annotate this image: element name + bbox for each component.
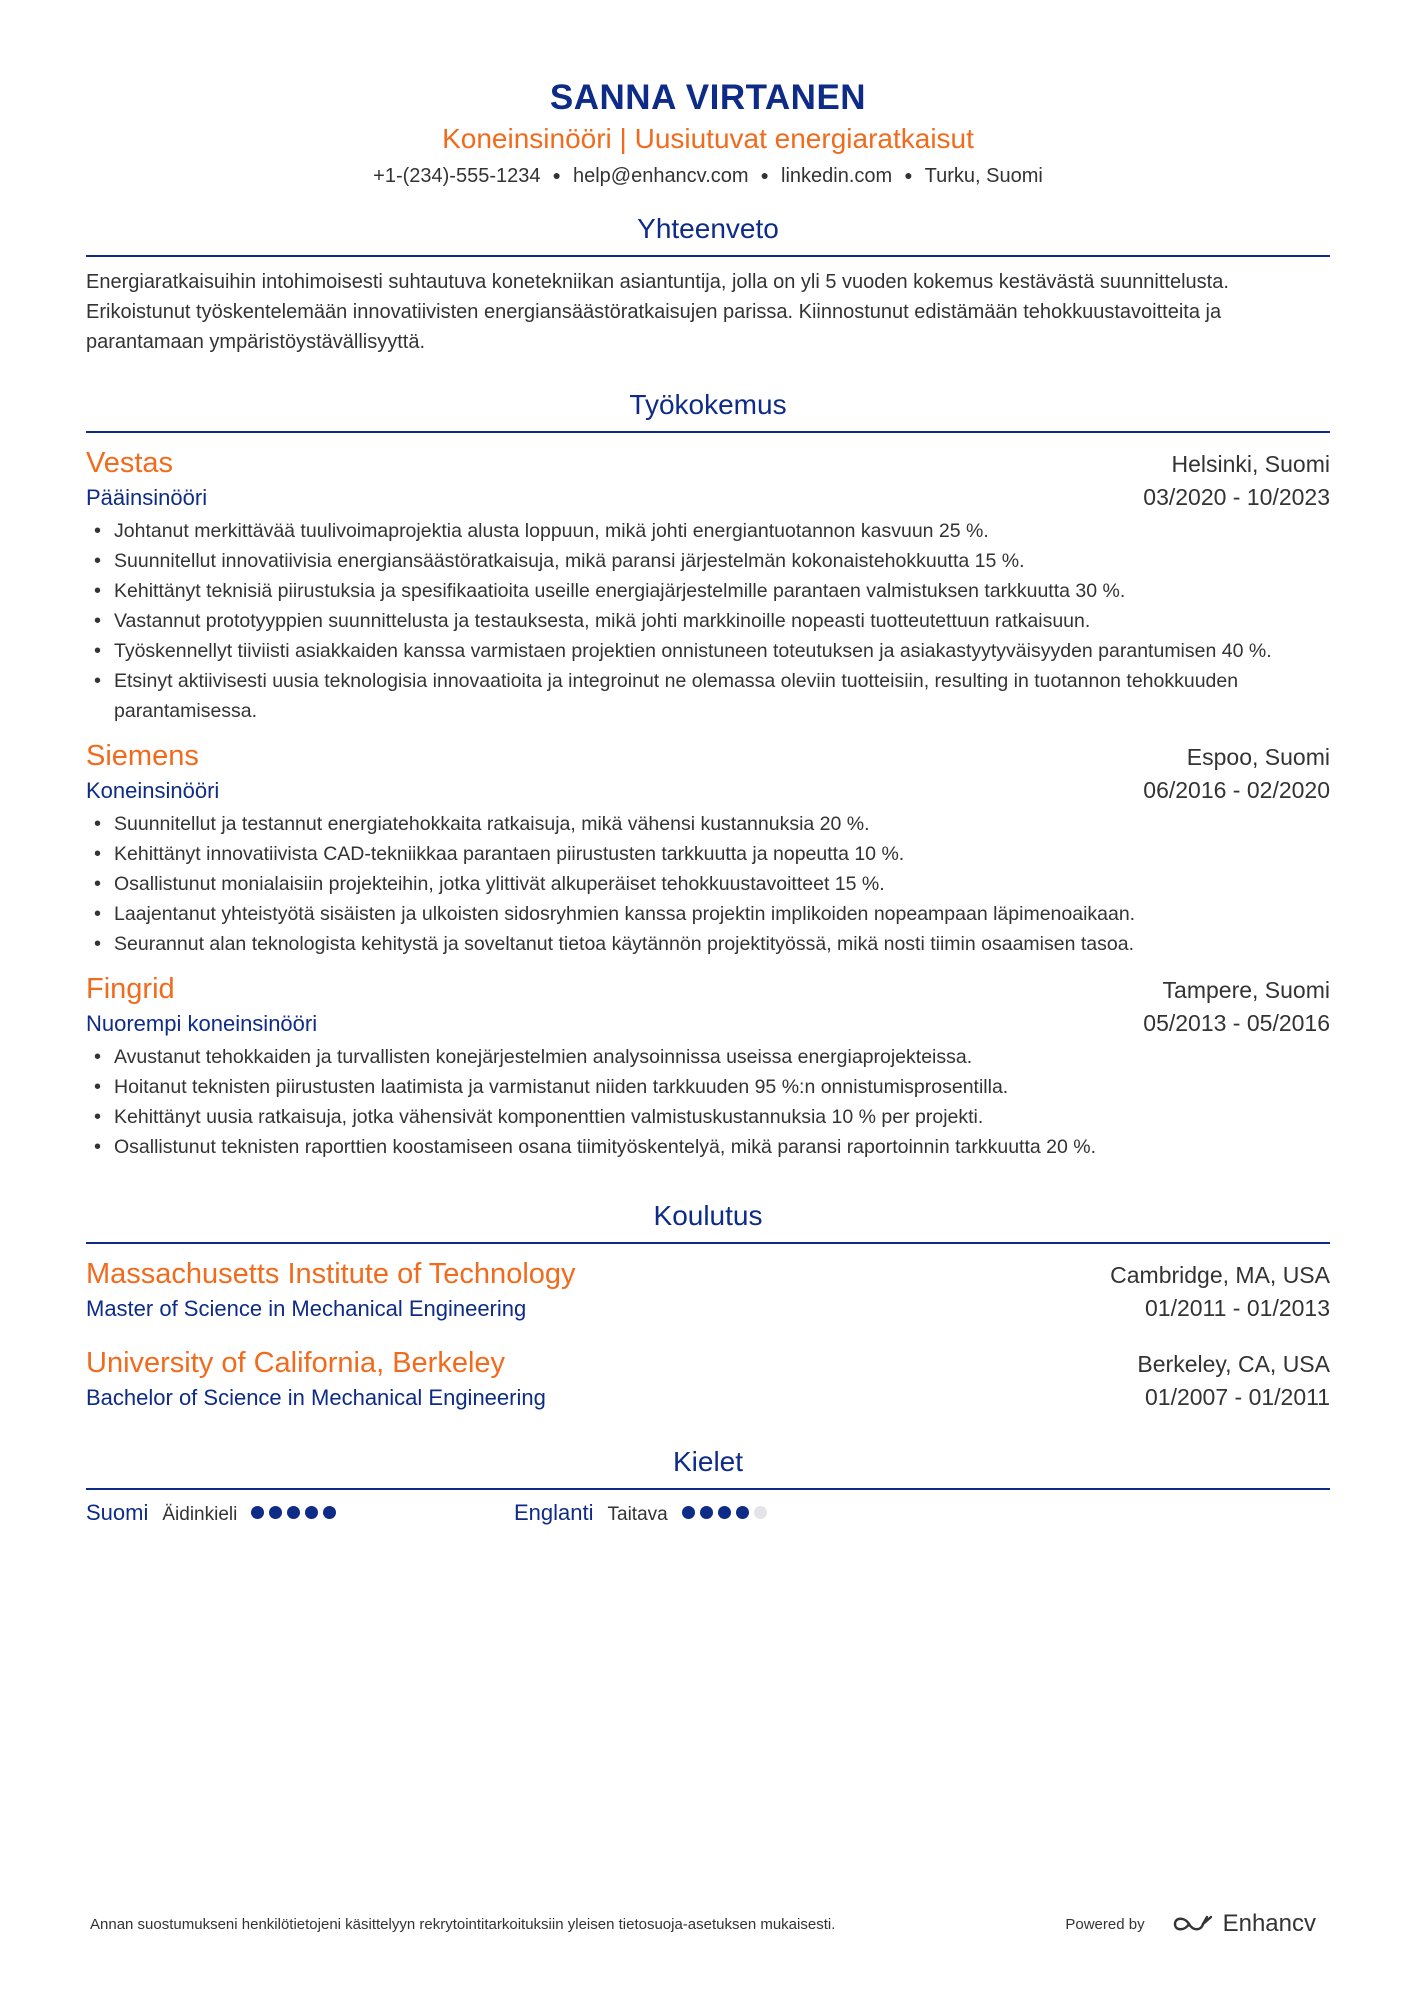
gdpr-consent: Annan suostumukseni henkilötietojeni käsittelyyn rekrytointitarkoituksiin yleisen tietosuoja-asetuksen mukaisesti. [90,1915,836,1933]
contact-location: Turku, Suomi [924,165,1043,187]
bullet-item: • Hoitanut teknisten piirustusten laatimista ja varmistanut niiden tarkkuuden 95 %:n onnistumisprosentilla. [86,1072,1330,1102]
job-entry [86,971,1330,1162]
summary-text: Energiaratkaisuihin intohimoisesti suhtautuva konetekniikan asiantuntija, jolla on yli 5 vuoden kokemus kestävästä suunnittelusta. Erikoistunut työskentelemään innovatiivisten energiansäästöratkaisujen parissa. Kiinnostunut edistämään tehokkuustavoitteita ja parantamaan ympäristöystävällisyyttä. [86,271,1229,353]
bullet-item: • Etsinyt aktiivisesti uusia teknologisia innovaatioita ja integroinut ne olemassa oleviin tuotteisiin, resulting in tuotannon tehokkuuden parantamisessa. [86,666,1330,726]
separator-dot: ● [904,167,913,183]
job-dates: 05/2013 - 05/2016 [1143,1010,1330,1036]
languages-list [86,1500,1330,1526]
job-location: Espoo, Suomi [1186,744,1330,770]
candidate-title: Koneinsinööri | Uusiutuvat energiaratkaisut [442,123,974,154]
bullet-item: • Avustanut tehokkaiden ja turvallisten konejärjestelmien analysoinnissa useissa energiaprojekteissa. [86,1042,1330,1072]
rating-dot-filled [682,1506,695,1519]
language-rating [251,1506,336,1519]
bullet-item: • Kehittänyt uusia ratkaisuja, jotka vähensivät komponenttien valmistuskustannuksia 10 % per projekti. [86,1102,1330,1132]
job-company: Vestas [86,447,174,479]
contact-phone: +1-(234)-555-1234 [373,165,541,187]
rating-dot-filled [736,1506,749,1519]
enhancv-logo-icon [1171,1913,1215,1935]
contact-email[interactable]: help@enhancv.com [572,165,749,187]
job-role: Pääinsinööri [86,485,208,510]
language-level: Äidinkieli [162,1504,238,1525]
bullet-item: • Vastannut prototyyppien suunnittelusta ja testauksesta, mikä johti markkinoille nopeasti tuotteutettuun ratkaisuun. [86,606,1330,636]
rating-dot-filled [287,1506,300,1519]
bullet-item: • Seurannut alan teknologista kehitystä ja soveltanut tietoa käytännön projektityössä, mikä nosti tiimin osaamisen tasoa. [86,929,1330,959]
job-bullets [86,516,1330,726]
language-level: Taitava [607,1504,668,1525]
education-entry [86,1256,1330,1325]
bullet-item: • Työskennellyt tiiviisti asiakkaiden kanssa varmistaen projektien onnistuneen toteutuksen ja asiakastyytyväisyyden parantumisen 40 %. [86,636,1330,666]
bullet-item: • Osallistunut monialaisiin projekteihin, jotka ylittivät alkuperäiset tehokkuustavoitteet 15 %. [86,869,1330,899]
job-company: Fingrid [86,973,175,1005]
job-entry [86,738,1330,959]
education-school: University of California, Berkeley [86,1347,506,1379]
job-dates: 06/2016 - 02/2020 [1143,777,1330,803]
job-company: Siemens [86,740,199,772]
education-heading: Koulutus [86,1198,1330,1244]
education-school: Massachusetts Institute of Technology [86,1258,576,1290]
job-entry [86,445,1330,726]
contact-line [86,162,1330,191]
rating-dot-filled [305,1506,318,1519]
rating-dot-filled [700,1506,713,1519]
rating-dot-empty [754,1506,767,1519]
education-location: Cambridge, MA, USA [1110,1262,1330,1288]
language-rating [682,1506,767,1519]
bullet-item: • Suunnitellut innovatiivisia energiansäästöratkaisuja, mikä paransi järjestelmän kokonaistehokkuutta 15 %. [86,546,1330,576]
powered-by-label: Powered by [1065,1915,1145,1933]
resume-content [86,76,1330,1526]
job-bullets [86,809,1330,959]
job-dates: 03/2020 - 10/2023 [1143,484,1330,510]
education-location: Berkeley, CA, USA [1137,1351,1330,1377]
languages-heading: Kielet [86,1444,1330,1490]
experience-heading: Työkokemus [86,387,1330,433]
bullet-item: • Kehittänyt teknisiä piirustuksia ja spesifikaatioita useille energiajärjestelmille parantaen valmistuksen tarkkuutta 30 %. [86,576,1330,606]
candidate-name: SANNA VIRTANEN [549,78,867,117]
powered-by [1065,1910,1316,1938]
education-section [86,1198,1330,1414]
rating-dot-filled [323,1506,336,1519]
contact-linkedin[interactable]: linkedin.com [781,165,893,187]
education-dates: 01/2011 - 01/2013 [1144,1295,1330,1321]
bullet-item: • Suunnitellut ja testannut energiatehokkaita ratkaisuja, mikä vähensi kustannuksia 20 %. [86,809,1330,839]
language-name: Englanti [514,1500,594,1525]
job-role: Koneinsinööri [86,778,220,803]
bullet-item: • Laajentanut yhteistyötä sisäisten ja ulkoisten sidosryhmien kanssa projektin implikoiden nopeampaan läpimenoaikaan. [86,899,1330,929]
job-location: Tampere, Suomi [1162,977,1330,1003]
separator-dot: ● [552,167,561,183]
summary-section [86,211,1330,357]
language-name: Suomi [86,1500,149,1525]
job-role: Nuorempi koneinsinööri [86,1011,318,1036]
job-bullets [86,1042,1330,1162]
page-footer [90,1910,1316,1938]
brand-name: Enhancv [1222,1910,1316,1937]
education-dates: 01/2007 - 01/2011 [1144,1384,1330,1410]
education-entry [86,1345,1330,1414]
language-item [86,1500,514,1526]
summary-heading: Yhteenveto [86,211,1330,257]
languages-section [86,1444,1330,1526]
separator-dot: ● [760,167,770,183]
bullet-item: • Johtanut merkittävää tuulivoimaprojektia alusta loppuun, mikä johti energiantuotannon kasvuun 25 %. [86,516,1330,546]
language-item [514,1500,942,1526]
rating-dot-filled [718,1506,731,1519]
enhancv-logo[interactable] [1171,1910,1316,1938]
bullet-item: • Osallistunut teknisten raporttien koostamiseen osana tiimityöskentelyä, mikä paransi raportoinnin tarkkuutta 20 %. [86,1132,1330,1162]
experience-section [86,387,1330,1162]
rating-dot-filled [251,1506,264,1519]
job-location: Helsinki, Suomi [1171,451,1330,477]
education-degree: Master of Science in Mechanical Engineering [86,1296,527,1321]
rating-dot-filled [269,1506,282,1519]
resume-header [86,76,1330,191]
education-degree: Bachelor of Science in Mechanical Engineering [86,1385,546,1410]
bullet-item: • Kehittänyt innovatiivista CAD-tekniikkaa parantaen piirustusten tarkkuutta ja nopeutta 10 %. [86,839,1330,869]
